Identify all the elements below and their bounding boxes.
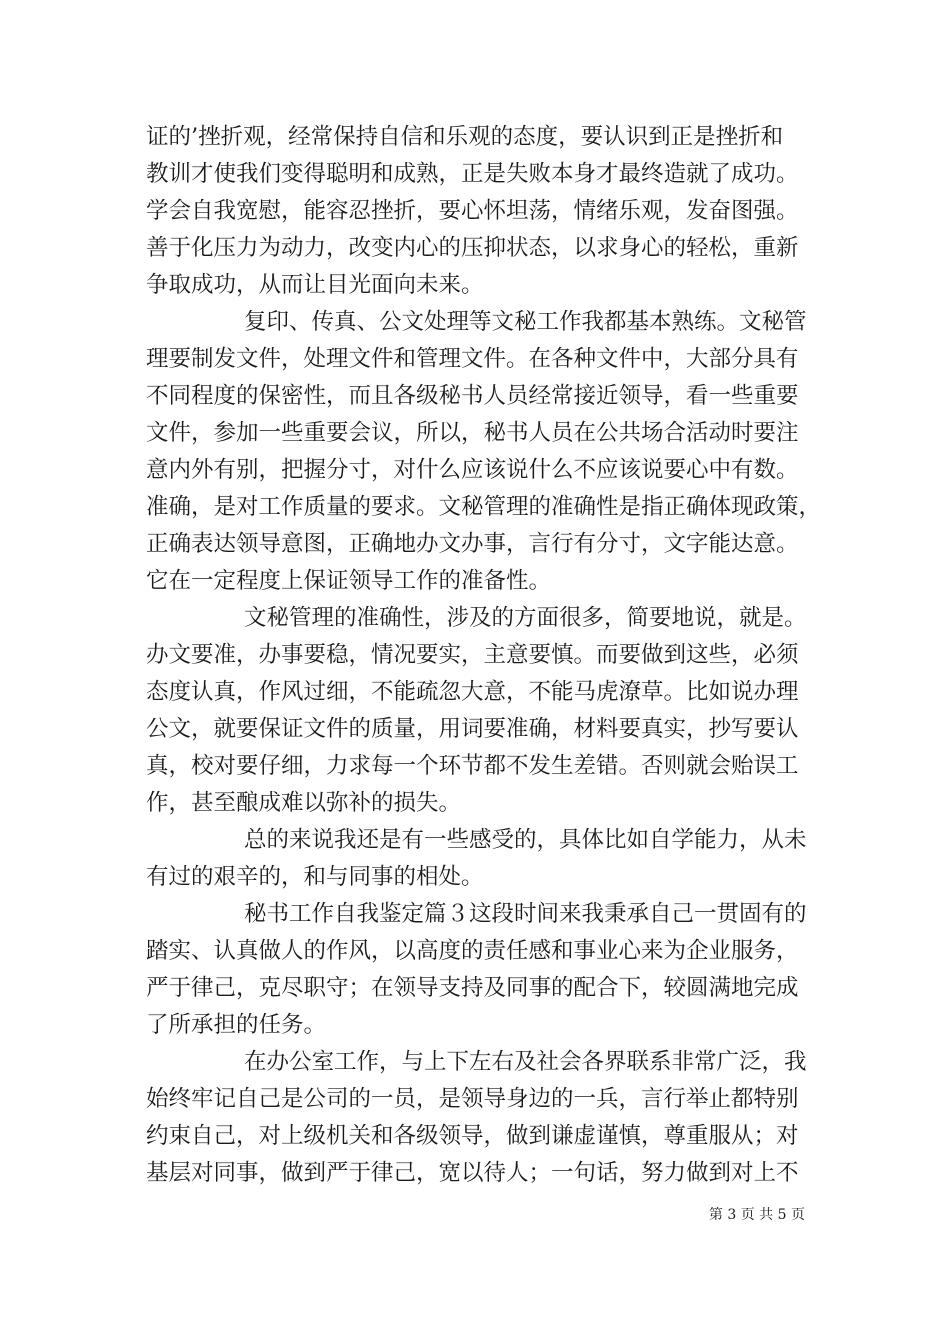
text-line: 公文，就要保证文件的质量，用词要准确，材料要真实，抄写要认 <box>146 716 799 742</box>
text-line: 态度认真，作风过细，不能疏忽大意，不能马虎潦草。比如说办理 <box>146 679 799 705</box>
paragraph-first-line: 文秘管理的准确性，涉及的方面很多，简要地说，就是。 <box>244 605 807 631</box>
text-line: 始终牢记自己是公司的一员，是领导身边的一兵，言行举止都特别 <box>146 1086 799 1112</box>
text-line: 准确，是对工作质量的要求。文秘管理的准确性是指正确体现政策， <box>146 494 822 520</box>
paragraph-first-line: 在办公室工作，与上下左右及社会各界联系非常广泛，我 <box>244 1049 807 1075</box>
text-line: 争取成功，从而让目光面向未来。 <box>146 272 484 298</box>
text-line: 意内外有别，把握分寸，对什么应该说什么不应该说要心中有数。 <box>146 457 799 483</box>
text-line: 作，甚至酿成难以弥补的损失。 <box>146 790 462 816</box>
text-line: 学会自我宽慰，能容忍挫折，要心怀坦荡，情绪乐观，发奋图强。 <box>146 198 799 224</box>
text-line: 了所承担的任务。 <box>146 1012 327 1038</box>
paragraph-first-line: 复印、传真、公文处理等文秘工作我都基本熟练。文秘管 <box>244 309 807 335</box>
text-line: 踏实、认真做人的作风，以高度的责任感和事业心来为企业服务， <box>146 938 799 964</box>
text-line: 办文要准，办事要稳，情况要实，主意要慎。而要做到这些，必须 <box>146 642 799 668</box>
text-line: 不同程度的保密性，而且各级秘书人员经常接近领导，看一些重要 <box>146 383 799 409</box>
paragraph-first-line: 总的来说我还是有一些感受的，具体比如自学能力，从未 <box>244 827 807 853</box>
text-line: 文件，参加一些重要会议，所以，秘书人员在公共场合活动时要注 <box>146 420 799 446</box>
paragraph-first-line: 秘书工作自我鉴定篇３这段时间来我秉承自己一贯固有的 <box>244 901 807 927</box>
text-line: 基层对同事，做到严于律己，宽以待人；一句话，努力做到对上不 <box>146 1160 799 1186</box>
text-line: 它在一定程度上保证领导工作的准备性。 <box>146 568 552 594</box>
text-line: 有过的艰辛的，和与同事的相处。 <box>146 864 484 890</box>
text-line: 正确表达领导意图，正确地办文办事，言行有分寸，文字能达意。 <box>146 531 799 557</box>
text-line: 善于化压力为动力，改变内心的压抑状态，以求身心的轻松，重新 <box>146 235 799 261</box>
page-number-footer: 第 3 页 共 5 页 <box>708 1207 805 1223</box>
text-line: 约束自己，对上级机关和各级领导，做到谦虚谨慎，尊重服从；对 <box>146 1123 799 1149</box>
text-line: 教训才使我们变得聪明和成熟，正是失败本身才最终造就了成功。 <box>146 161 799 187</box>
text-line: 真，校对要仔细，力求每一个环节都不发生差错。否则就会贻误工 <box>146 753 799 779</box>
text-line: 证的’挫折观，经常保持自信和乐观的态度，要认识到正是挫折和 <box>146 124 784 150</box>
text-line: 严于律己，克尽职守；在领导支持及同事的配合下，较圆满地完成 <box>146 975 799 1001</box>
text-line: 理要制发文件，处理文件和管理文件。在各种文件中，大部分具有 <box>146 346 799 372</box>
